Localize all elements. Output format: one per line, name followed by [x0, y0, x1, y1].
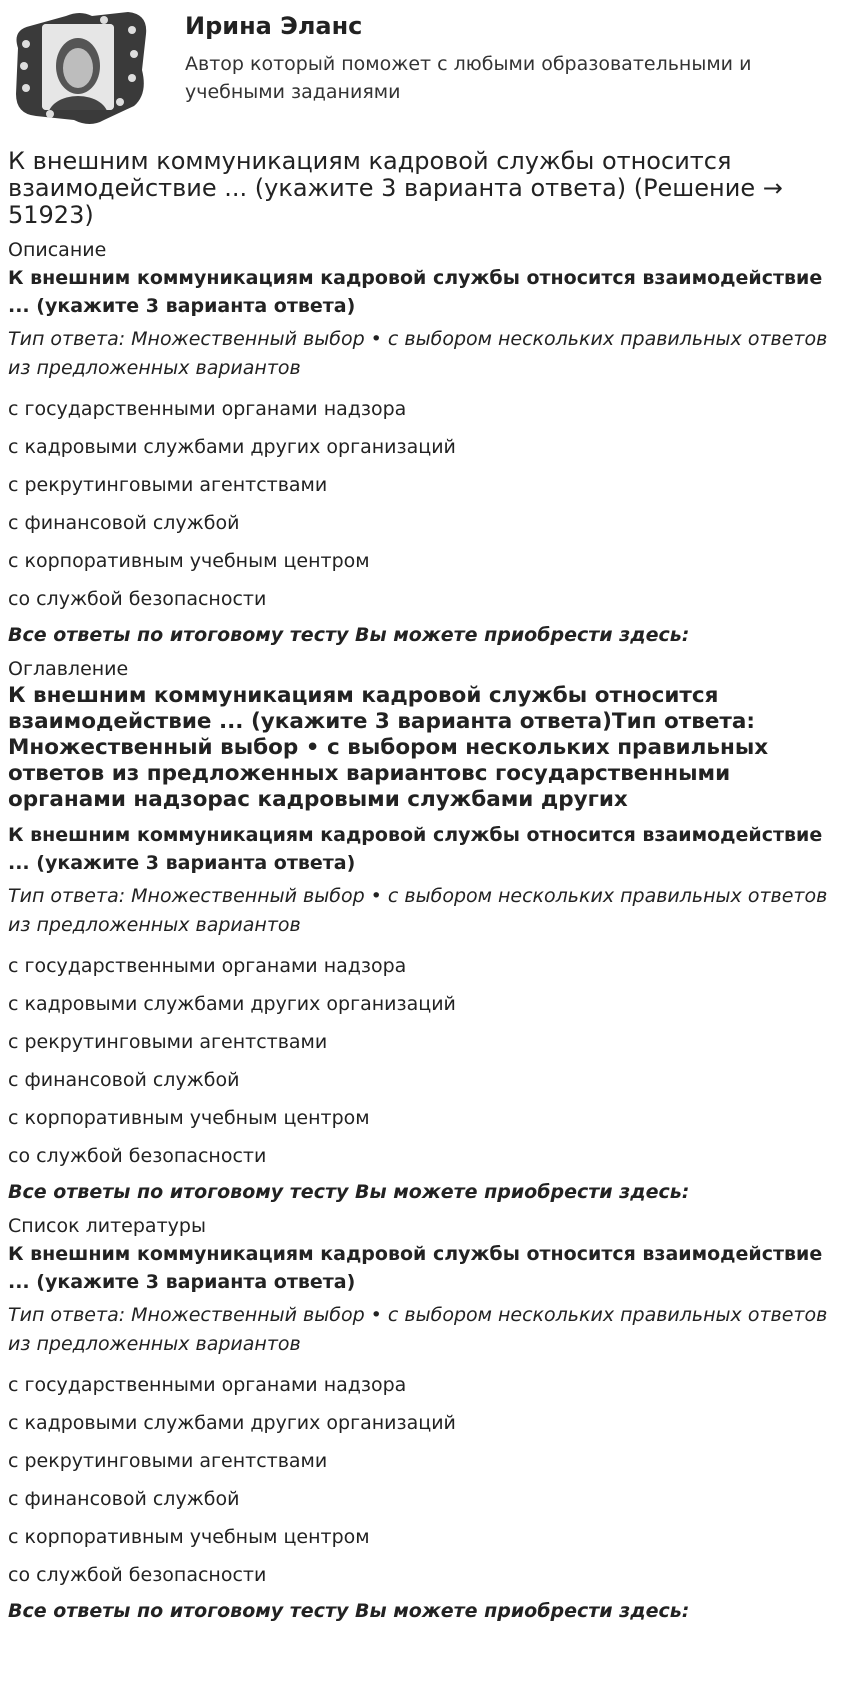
answer-option: с рекрутинговыми агентствами	[8, 1031, 328, 1053]
answer-option: с финансовой службой	[8, 512, 240, 534]
question-text: К внешним коммуникациям кадровой службы относится взаимодействие ... (укажите 3 варианта ответа)	[8, 267, 823, 317]
answer-option: со службой безопасности	[8, 1564, 267, 1586]
answer-option: со службой безопасности	[8, 588, 267, 610]
contents-heading: К внешним коммуникациям кадровой службы относится взаимодействие ... (укажите 3 варианта ответа)Тип ответа: Множественный выбор • с выбором нескольких правильных ответов из предложенных вариантовс государственными органами надзорас кадровыми службами других	[8, 683, 769, 812]
section-description	[8, 239, 840, 647]
author-name: Ирина Эланс	[185, 12, 363, 40]
author-header	[0, 0, 847, 140]
main-content	[8, 148, 840, 1634]
answer-option: с кадровыми службами других организаций	[8, 993, 456, 1015]
answer-type: Тип ответа: Множественный выбор • с выбором нескольких правильных ответов из предложенных вариантов	[8, 328, 828, 379]
answer-option: с корпоративным учебным центром	[8, 1526, 370, 1548]
answer-option: с государственными органами надзора	[8, 955, 407, 977]
section-label: Описание	[8, 239, 107, 261]
page-title: К внешним коммуникациям кадровой службы относится взаимодействие ... (укажите 3 варианта ответа) (Решение → 51923)	[8, 147, 783, 229]
answer-option: с государственными органами надзора	[8, 398, 407, 420]
answer-type: Тип ответа: Множественный выбор • с выбором нескольких правильных ответов из предложенных вариантов	[8, 885, 828, 936]
answer-option: с кадровыми службами других организаций	[8, 1412, 456, 1434]
section-contents	[8, 658, 840, 1204]
answer-option: с корпоративным учебным центром	[8, 550, 370, 572]
answer-option: с рекрутинговыми агентствами	[8, 474, 328, 496]
answer-option: с кадровыми службами других организаций	[8, 436, 456, 458]
answer-option: с корпоративным учебным центром	[8, 1107, 370, 1129]
section-bibliography	[8, 1215, 840, 1623]
answer-option: с финансовой службой	[8, 1488, 240, 1510]
buy-answers-text: Все ответы по итоговому тесту Вы можете приобрести здесь:	[8, 1600, 690, 1622]
author-description: Автор который поможет с любыми образовательными и учебными заданиями	[185, 53, 752, 103]
answer-type: Тип ответа: Множественный выбор • с выбором нескольких правильных ответов из предложенных вариантов	[8, 1304, 828, 1355]
question-text: К внешним коммуникациям кадровой службы относится взаимодействие ... (укажите 3 варианта ответа)	[8, 1243, 823, 1293]
buy-answers-text: Все ответы по итоговому тесту Вы можете приобрести здесь:	[8, 624, 690, 646]
answer-option: с государственными органами надзора	[8, 1374, 407, 1396]
section-label: Оглавление	[8, 658, 129, 680]
question-text: К внешним коммуникациям кадровой службы относится взаимодействие ... (укажите 3 варианта ответа)	[8, 824, 823, 874]
answer-option: со службой безопасности	[8, 1145, 267, 1167]
answer-option: с рекрутинговыми агентствами	[8, 1450, 328, 1472]
buy-answers-text: Все ответы по итоговому тесту Вы можете приобрести здесь:	[8, 1181, 690, 1203]
author-avatar	[8, 8, 150, 126]
answer-option: с финансовой службой	[8, 1069, 240, 1091]
section-label: Список литературы	[8, 1215, 206, 1237]
